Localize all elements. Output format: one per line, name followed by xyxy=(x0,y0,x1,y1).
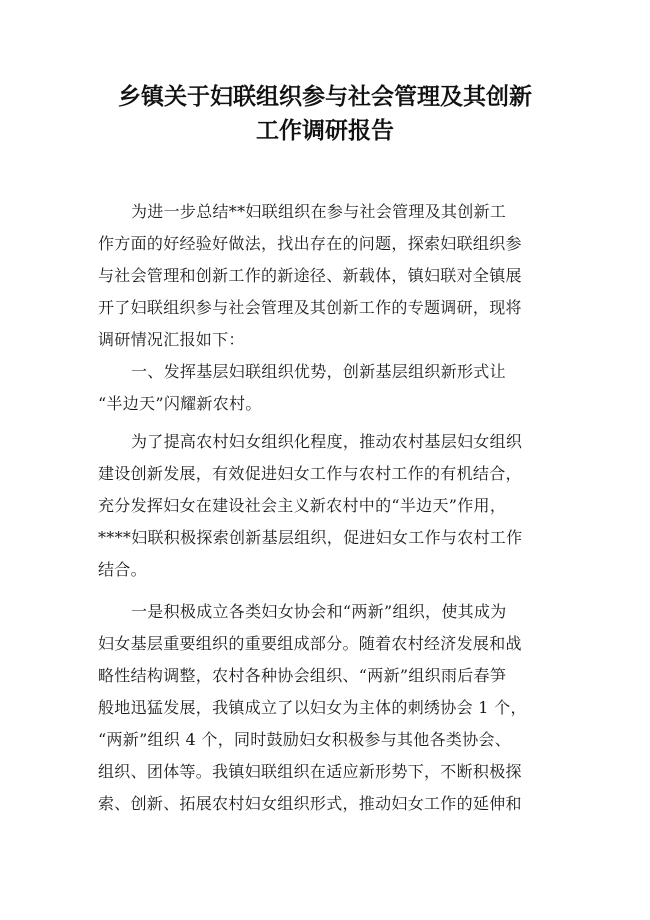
paragraph-1-line: 作方面的好经验好做法，找出存在的问题，探索妇联组织参 xyxy=(98,234,522,253)
paragraph-4-line: 组织、团体等。我镇妇联组织在适应新形势下，不断积极探 xyxy=(98,762,522,781)
document-title-line-1: 乡镇关于妇联组织参与社会管理及其创新 xyxy=(118,84,532,110)
document-title-line-2: 工作调研报告 xyxy=(256,118,394,144)
paragraph-3-line: 建设创新发展，有效促进妇女工作与农村工作的有机结合， xyxy=(98,464,522,483)
paragraph-4-line: “两新”组织 4 个，同时鼓励妇女积极参与其他各类协会、 xyxy=(98,730,512,749)
paragraph-3-line: 为了提高农村妇女组织化程度，推动农村基层妇女组织 xyxy=(131,432,523,451)
paragraph-4-line: 妇女基层重要组织的重要组成部分。随着农村经济发展和战 xyxy=(98,634,522,653)
section-heading-line: 一、发挥基层妇联组织优势，创新基层组织新形式让 xyxy=(131,362,506,381)
document-body xyxy=(98,196,553,820)
paragraph-4-line: 索、创新、拓展农村妇女组织形式，推动妇女工作的延伸和 xyxy=(98,794,522,813)
section-heading-line: “半边天”闪耀新农村。 xyxy=(98,394,262,413)
paragraph-3-line: 结合。 xyxy=(98,560,147,579)
paragraph-1-line: 与社会管理和创新工作的新途径、新载体，镇妇联对全镇展 xyxy=(98,266,522,285)
paragraph-3-line: ****妇联积极探索创新基层组织，促进妇女工作与农村工作 xyxy=(98,528,523,547)
paragraph-4-line: 略性结构调整，农村各种协会组织、“两新”组织雨后春笋 xyxy=(98,666,507,685)
paragraph-4-line: 一是积极成立各类妇女协会和“两新”组织，使其成为 xyxy=(131,602,507,621)
paragraph-1-line: 调研情况汇报如下： xyxy=(98,330,245,349)
paragraph-1-line: 为进一步总结**妇联组织在参与社会管理及其创新工 xyxy=(131,202,507,221)
paragraph-3-line: 充分发挥妇女在建设社会主义新农村中的“半边天”作用， xyxy=(98,496,507,515)
paragraph-1-line: 开了妇联组织参与社会管理及其创新工作的专题调研，现将 xyxy=(98,298,522,317)
paragraph-4-line: 般地迅猛发展，我镇成立了以妇女为主体的刺绣协会 1 个， xyxy=(98,698,527,717)
